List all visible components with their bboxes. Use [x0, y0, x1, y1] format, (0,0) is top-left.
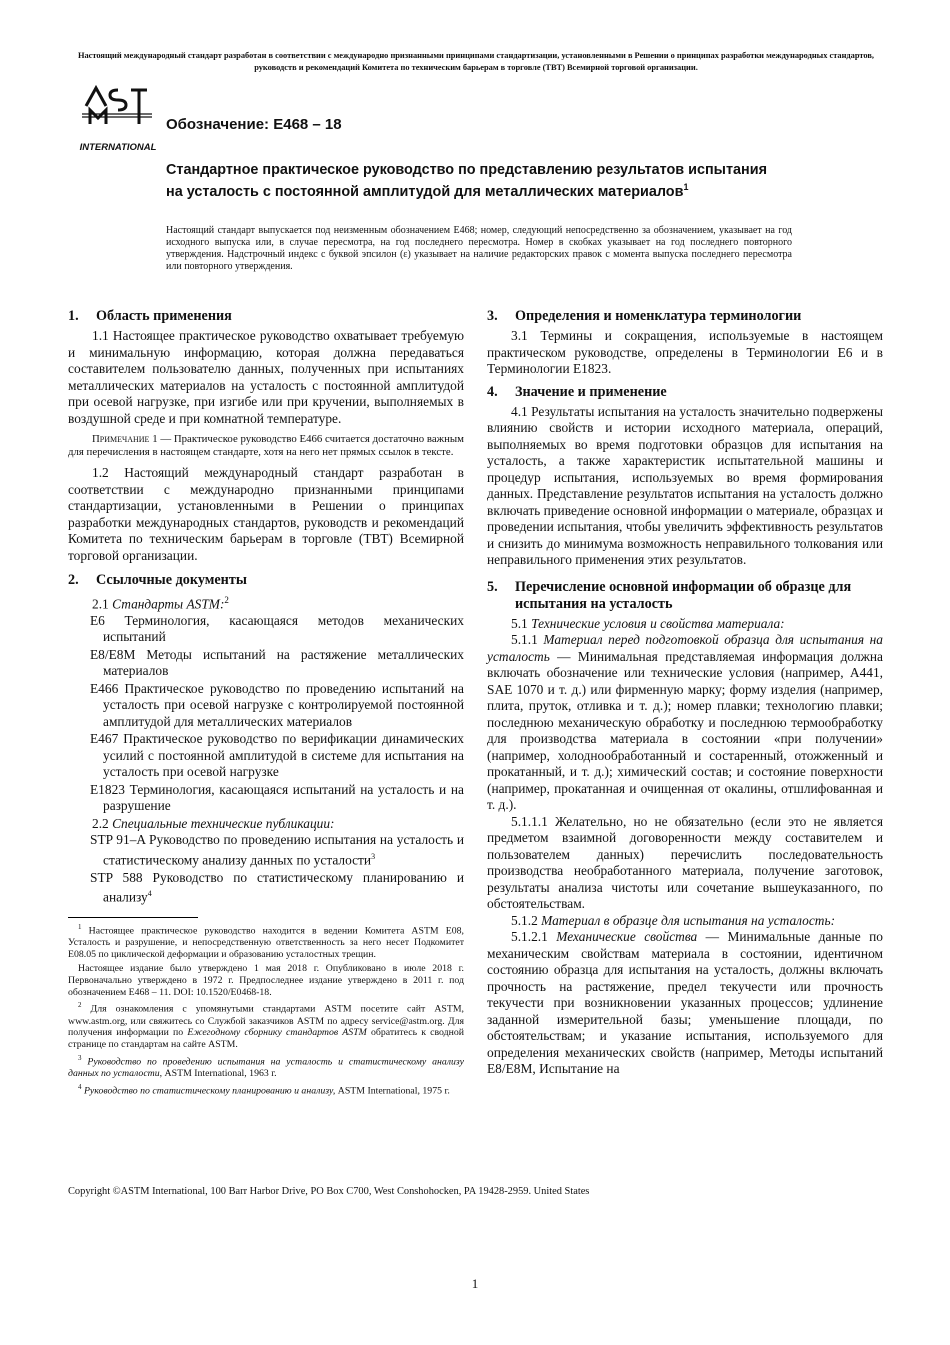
paragraph-5-1-2: [487, 913, 883, 930]
footnote-3: [68, 1053, 464, 1080]
section-title: Значение и применение: [515, 383, 667, 400]
paragraph-2-2: [68, 816, 464, 833]
title-footnote-ref: 1: [683, 182, 689, 192]
issuance-note: Настоящий стандарт выпускается под неизменным обозначением E468; номер, следующий непосредственно за обозначением, указывает на год исходного выпуска или, в случае пересмотра, на год последнего пересмотра. Номер в скобках указывает на год последнего повторного утверждения. Надстрочный индекс с буквой эпсилон (ε) указывает на наличие редакторских правок с момента выпуска последнего пересмотра или повторного утверждения.: [166, 225, 792, 273]
ref-text: STP 91–A Руководство по проведению испытания на усталость и статистическому анализу данных по усталости: [90, 832, 464, 868]
para-label: Специальные технические публикации:: [112, 815, 335, 831]
footnote-mark: 4: [78, 1082, 82, 1091]
para-label: Материал перед подготовкой образца для испытания на усталость: [487, 632, 883, 664]
footnote-4: [68, 1082, 464, 1097]
reference-item: [68, 832, 464, 868]
footnote-text: ASTM International, 1963 г.: [162, 1067, 277, 1079]
ref-text: STP 588 Руководство по статистическому планированию и анализу: [90, 869, 464, 905]
logo-international: INTERNATIONAL: [79, 142, 157, 153]
footnote-divider: [68, 917, 198, 918]
para-number: 5.1.2: [511, 912, 538, 928]
footnote-text: ASTM International, 1975 г.: [335, 1085, 450, 1097]
footnote-italic: Руководство по статистическому планированию и анализу,: [83, 1085, 336, 1097]
paragraph-1-1: 1.1 Настоящее практическое руководство охватывает требуемую и минимальную информацию, которая должна передаваться составителем пользователю данных, полученных при испытаниях металлических материалов на усталость с постоянной амплитудой при осевой нагрузке, при изгибе или при кручении, выполняемых в воздушной среде и при комнатной температуре.: [68, 328, 464, 426]
astm-logo: [76, 84, 160, 154]
paragraph-5-1-2-1: [487, 929, 883, 1078]
paragraph-5-1: [487, 616, 883, 633]
footnote-text: Для ознакомления с упомянутыми стандартами ASTM посетите сайт ASTM, www.astm.org, или свяжитесь со Службой заказчиков ASTM по адресу service@astm.org. Для получения информации по: [68, 1003, 464, 1039]
reference-item: [68, 870, 464, 906]
paragraph-1-2: 1.2 Настоящий международный стандарт разработан в соответствии с международно признанными принципами стандартизации, установленными в Решении о принципах разработки международных стандартов, руководств и рекомендаций Комитета по техническим барьерам в торговле (ТВТ) Всемирной торговой организации.: [68, 465, 464, 563]
section-title: Перечисление основной информации об образце для испытания на усталость: [515, 578, 852, 612]
note-1: [68, 433, 464, 459]
right-column: [487, 308, 883, 1078]
section-3-heading: [487, 308, 883, 325]
reference-item: E8/E8M Методы испытаний на растяжение металлических материалов: [90, 646, 464, 679]
para-text: — Минимальные данные по механическим свойствам материала в состоянии, идентичном состоянию образца для испытания на усталость, должны включать прочность на растяжение, предел текучести или прочность текучести при возникновении указанных процессов; удлинение заданной измерительной базы; уменьшение площади, по обстоятельствам; и указание испытания, используемого для определения механических свойств (например, Методы испытаний E8/E8M, Испытание на: [487, 929, 883, 1076]
paragraph-4-1: 4.1 Результаты испытания на усталость значительно подвержены влиянию свойств и истории исходного материала, операций, выполняемых во время подготовки образцов для испытания на усталость, а также характеристик испытательной машины и процедур испытания, используемых во время формирования данных. Представление результатов испытания на усталость должно включать приведение основной информации о материале, образцах и проведении испытания, чтобы увеличить эффективность результатов и снизить до минимума возможность неправильного толкования или неправильного применения этих результатов.: [487, 403, 883, 567]
paragraph-5-1-1: [487, 632, 883, 814]
para-number: 5.1: [511, 615, 528, 631]
footnote-italic: Руководство по проведению испытания на усталость и статистическому анализу данных по усталости,: [68, 1056, 464, 1079]
footnote-ref: 2: [224, 595, 229, 605]
section-title: Определения и номенклатура терминологии: [515, 308, 802, 324]
note-text: 1 — Практическое руководство E466 считается достаточно важным для перечисления в настоящем стандарте, хотя на него нет прямых ссылок в тексте.: [68, 433, 464, 458]
section-title: Область применения: [96, 308, 232, 324]
page-number: 1: [471, 1276, 479, 1291]
footnote-mark: 1: [78, 923, 82, 932]
document-title: [166, 162, 786, 201]
para-label: Технические условия и свойства материала:: [531, 615, 785, 631]
reference-item: E467 Практическое руководство по верификации динамических усилий с постоянной амплитудой в системе для испытания на усталость при осевой нагрузке: [90, 731, 464, 780]
section-number: 3.: [487, 308, 498, 324]
footnote-text: Настоящее практическое руководство находится в ведении Комитета ASTM E08, Усталость и разрушение, и непосредственную ответственность за него несет Подкомитет E08.05 по циклической деформации и образованию усталостных трещин.: [68, 925, 464, 961]
copyright: Copyright ©ASTM International, 100 Barr Harbor Drive, PO Box C700, West Conshohocken, PA 19428-2959. United States: [68, 1186, 590, 1197]
section-4-heading: [487, 384, 883, 401]
para-number: 5.1.2.1: [511, 929, 548, 944]
section-number: 4.: [487, 383, 498, 400]
footnote-mark: 2: [78, 1001, 82, 1010]
paragraph-3-1: 3.1 Термины и сокращения, используемые в настоящем практическом руководстве, определены в Терминологии E6 и в Терминологии E1823.: [487, 328, 883, 376]
section-5-heading: [487, 579, 883, 613]
reference-item: E466 Практическое руководство по проведению испытаний на усталость при осевой нагрузке с контролируемой постоянной амплитудой для металлических материалов: [90, 680, 464, 729]
footnote-2: [68, 1000, 464, 1050]
para-text: — Минимальная представляемая информация должна включать обозначение или технические условия (например, A441, SAE 1070 и т. д.) или фирменную марку; форму изделия (например, плита, пруток, отливка и т. д.); номер плавки; технологию плавки; последнюю механическую обработку и последнюю термообработку для производства материала в состоянии «при получении» (например, холоднообработанный и состаренный, отожженный и прокатанный, и т. д.); химический состав; и состояние поверхности (например, прокатанная и очищенная от окалины, отшлифованная и т. д.).: [487, 648, 883, 812]
reference-item: E1823 Терминология, касающаяся испытаний на усталость и на разрушение: [90, 781, 464, 814]
footnote-1: [68, 922, 464, 961]
para-label: Материал в образце для испытания на усталость:: [541, 912, 836, 928]
note-label: Примечание: [92, 433, 150, 445]
footnote-ref: 4: [147, 889, 152, 899]
left-column: [68, 308, 464, 1099]
para-number: 5.1.1: [511, 632, 538, 647]
section-number: 5.: [487, 578, 498, 595]
para-number: 2.2: [92, 815, 109, 831]
designation: Обозначение: E468 – 18: [166, 116, 342, 133]
footnote-text-end: обратитесь к сводной странице по стандартам на сайте ASTM.: [68, 1027, 465, 1051]
footnote-italic: Ежегодному сборнику стандартов ASTM: [187, 1027, 367, 1039]
title-text: Стандартное практическое руководство по представлению результатов испытания на усталость с постоянной амплитудой для металлических материалов: [166, 162, 767, 200]
para-label: Механические свойства: [556, 929, 698, 944]
section-2-heading: [68, 572, 464, 589]
reference-item: E6 Терминология, касающаяся методов механических испытаний: [90, 612, 464, 645]
section-number: 2.: [68, 572, 79, 588]
section-1-heading: [68, 308, 464, 325]
footnote-ref: 3: [371, 851, 376, 861]
section-number: 1.: [68, 308, 79, 324]
footnote-1-continued: Настоящее издание было утверждено 1 мая 2018 г. Опубликовано в июле 2018 г. Первоначально утверждено в 1972 г. Предпоследнее издание утверждено в 2011 г. под обозначением E468 – 11. DOI: 10.1520/E0468-18.: [68, 963, 464, 998]
paragraph-2-1: [68, 592, 464, 613]
paragraph-5-1-1-1: 5.1.1.1 Желательно, но не обязательно (если это не является предметом взаимной договоренности между составителем и пользователем данных) перечислить последовательность производства необработанного материала, получение заготовок, результаты анализа чистоты или сочетание вышеуказанного, по обстоятельствам.: [487, 813, 883, 911]
section-title: Ссылочные документы: [96, 572, 247, 588]
standard-notice: Настоящий международный стандарт разработан в соответствии с международно признанными принципами стандартизации, установленными в Решении о принципах разработки международных стандартов, руководств и рекомендаций Комитета по техническим барьерам в торговле (ТВТ) Всемирной торговой организации.: [77, 51, 875, 72]
para-label: Стандарты ASTM:: [112, 596, 225, 612]
para-number: 2.1: [92, 596, 109, 612]
footnote-mark: 3: [78, 1053, 82, 1062]
